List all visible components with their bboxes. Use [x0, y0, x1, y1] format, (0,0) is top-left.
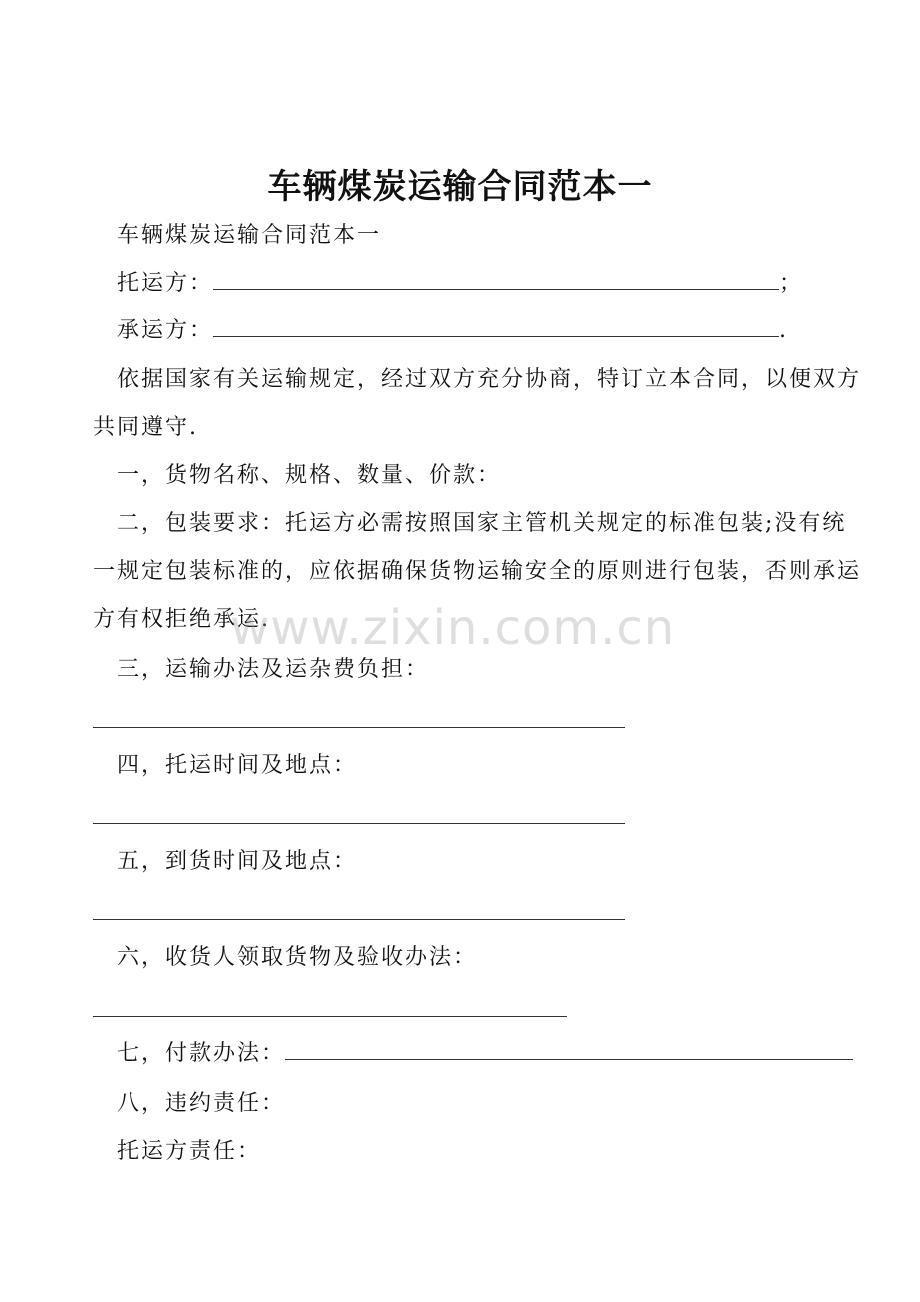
clause-4: 四，托运时间及地点： — [117, 753, 358, 778]
carrier-line — [117, 315, 788, 347]
clause-4-blank — [93, 823, 625, 824]
clause-7-line — [117, 1038, 853, 1070]
clause-8: 八，违约责任： — [117, 1091, 286, 1116]
intro-line-2: 共同遵守. — [93, 415, 198, 440]
clause-2-line-2: 一规定包装标准的，应依据确保货物运输安全的原则进行包装，否则承运 — [93, 559, 862, 584]
watermark: www.zixin.com.cn — [230, 600, 676, 656]
shipper-end: ； — [779, 271, 804, 296]
clause-1: 一，货物名称、规格、数量、价款： — [117, 463, 502, 488]
shipper-blank — [213, 269, 779, 290]
carrier-blank — [213, 316, 779, 337]
clause-5-blank — [93, 919, 625, 920]
clause-6-blank — [93, 1016, 567, 1017]
shipper-liability: 托运方责任： — [117, 1139, 262, 1164]
shipper-label: 托运方： — [117, 271, 214, 296]
carrier-end: . — [779, 318, 789, 343]
clause-2-line-1: 二，包装要求：托运方必需按照国家主管机关规定的标准包装;没有统 — [117, 511, 847, 536]
clause-6: 六，收货人领取货物及验收办法： — [117, 945, 478, 970]
clause-2-line-3: 方有权拒绝承运. — [93, 607, 270, 632]
clause-5: 五，到货时间及地点： — [117, 849, 358, 874]
clause-3: 三，运输办法及运杂费负担： — [117, 657, 430, 682]
subtitle: 车辆煤炭运输合同范本一 — [117, 223, 382, 248]
document-title: 车辆煤炭运输合同范本一 — [267, 167, 653, 207]
shipper-line — [117, 268, 803, 300]
intro-line-1: 依据国家有关运输规定，经过双方充分协商，特订立本合同，以便双方 — [117, 367, 862, 392]
clause-7: 七，付款办法： — [117, 1041, 286, 1066]
clause-3-blank — [93, 727, 625, 728]
carrier-label: 承运方： — [117, 318, 214, 343]
clause-7-blank — [285, 1039, 853, 1060]
